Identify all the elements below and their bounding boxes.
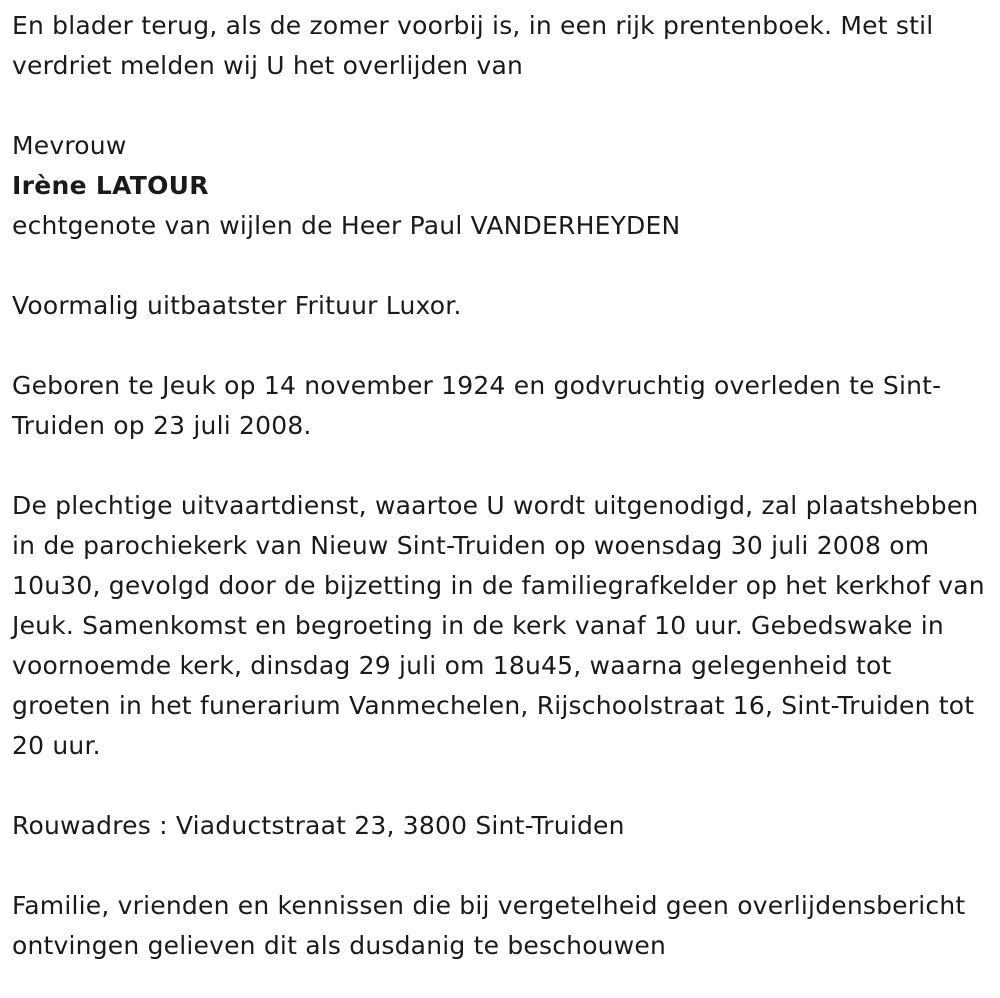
deceased-name: Irène LATOUR bbox=[12, 171, 209, 200]
mourning-address: Rouwadres : Viaductstraat 23, 3800 Sint-Truiden bbox=[12, 811, 625, 840]
intro-paragraph: En blader terug, als de zomer voorbij is, in een rijk prentenboek. Met stil verdriet melden wij U het overlijden van bbox=[12, 11, 934, 80]
spacer bbox=[12, 86, 994, 126]
obituary-notice bbox=[12, 6, 994, 966]
closing-paragraph: Familie, vrienden en kennissen die bij vergetelheid geen overlijdensbericht ontvingen gelieven dit als dusdanig te beschouwen bbox=[12, 891, 966, 960]
spacer bbox=[12, 326, 994, 366]
occupation-line: Voormalig uitbaatster Frituur Luxor. bbox=[12, 291, 462, 320]
birth-death-paragraph: Geboren te Jeuk op 14 november 1924 en godvruchtig overleden te Sint-Truiden op 23 juli 2008. bbox=[12, 371, 942, 440]
spouse-line: echtgenote van wijlen de Heer Paul VANDERHEYDEN bbox=[12, 211, 681, 240]
salutation: Mevrouw bbox=[12, 131, 127, 160]
spacer bbox=[12, 446, 994, 486]
spacer bbox=[12, 766, 994, 806]
spacer bbox=[12, 846, 994, 886]
spacer bbox=[12, 246, 994, 286]
funeral-paragraph: De plechtige uitvaartdienst, waartoe U wordt uitgenodigd, zal plaatshebben in de parochiekerk van Nieuw Sint-Truiden op woensdag 30 juli 2008 om 10u30, gevolgd door de bijzetting in de familiegrafkelder op het kerkhof van Jeuk. Samenkomst en begroeting in de kerk vanaf 10 uur. Gebedswake in voornoemde kerk, dinsdag 29 juli om 18u45, waarna gelegenheid tot groeten in het funerarium Vanmechelen, Rijschoolstraat 16, Sint-Truiden tot 20 uur. bbox=[12, 491, 985, 760]
